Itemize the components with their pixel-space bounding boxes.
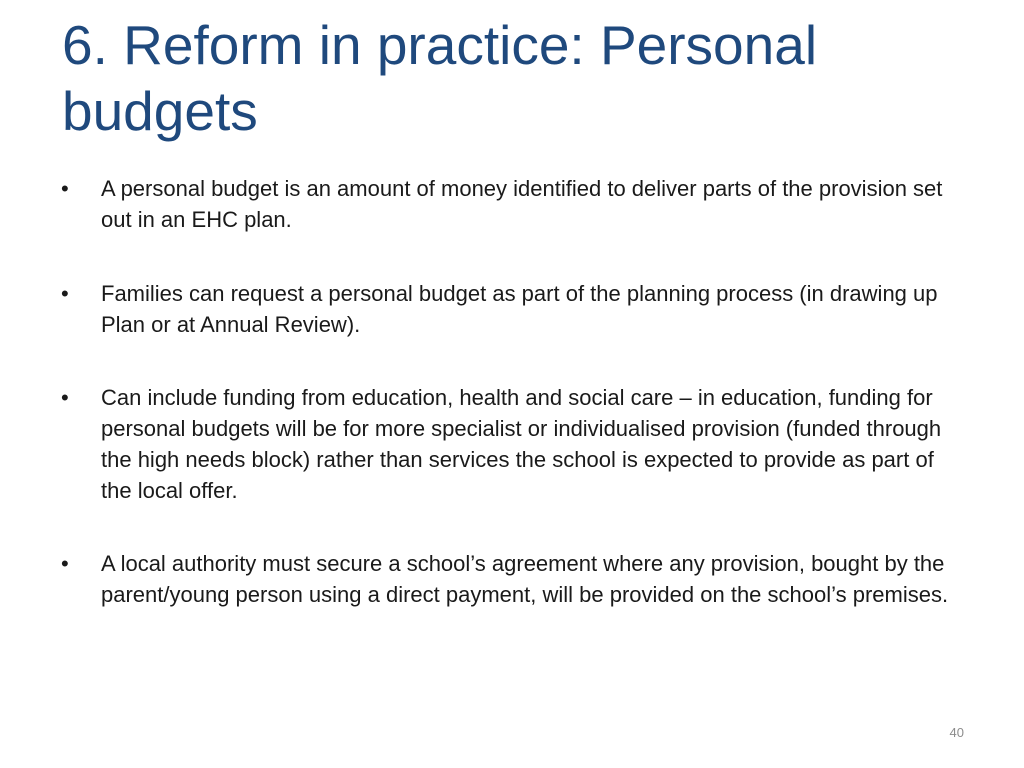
bullet-text: A local authority must secure a school’s agreement where any provision, bought by the parent/young person using a direct payment, will be provided on the school’s premises.	[101, 551, 949, 607]
bullet-marker: •	[61, 281, 69, 306]
bullet-marker: •	[61, 385, 69, 410]
bullet-item	[61, 278, 961, 340]
bullet-item	[61, 382, 961, 506]
bullet-text: Can include funding from education, health and social care – in education, funding for personal budgets will be for more specialist or individualised provision (funded through the high needs block) rather than services the school is expected to provide as part of the local offer.	[101, 385, 942, 503]
bullet-text: A personal budget is an amount of money identified to deliver parts of the provision set out in an EHC plan.	[101, 176, 943, 232]
bullet-item	[61, 173, 961, 235]
bullet-marker: •	[61, 551, 69, 576]
page-number: 40	[949, 725, 964, 740]
bullet-text: Families can request a personal budget as part of the planning process (in drawing up Plan or at Annual Review).	[101, 281, 938, 337]
bullet-marker: •	[61, 176, 69, 201]
slide-title: 6. Reform in practice: Personal budgets	[62, 14, 818, 142]
bullet-item	[61, 548, 961, 610]
